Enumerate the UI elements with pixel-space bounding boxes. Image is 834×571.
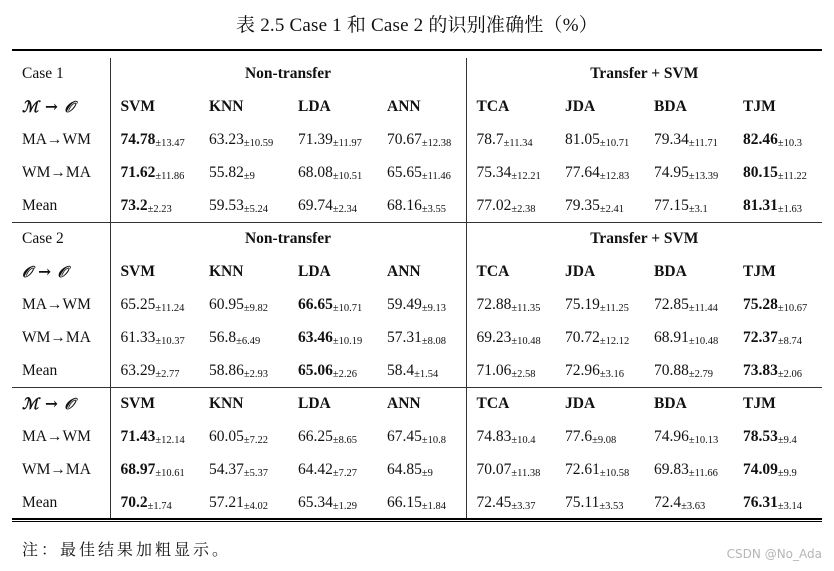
method-header: TJM — [743, 98, 776, 116]
cell-std: ±7.22 — [243, 435, 269, 447]
cell-value: 70.07 — [476, 460, 512, 478]
table-cell — [466, 289, 555, 322]
cell-std: ±9.4 — [777, 435, 797, 447]
method-header: KNN — [199, 387, 288, 420]
table-cell — [288, 189, 377, 222]
cell-value: 68.16 — [387, 196, 422, 214]
method-header: JDA — [565, 98, 596, 116]
cell-std: ±10.13 — [688, 435, 719, 447]
table-cell — [466, 486, 555, 519]
table-cell — [644, 124, 733, 157]
cell-value: 69.83 — [654, 460, 689, 478]
table-cell — [733, 454, 822, 487]
cell-value: 64.42 — [298, 460, 333, 478]
bottom-rule — [12, 518, 822, 520]
cell-std: ±3.14 — [777, 500, 803, 512]
table-cell — [377, 486, 466, 519]
cell-value: 61.33 — [120, 328, 156, 346]
table-row — [12, 189, 822, 222]
cell-std: ±5.24 — [243, 203, 269, 215]
table-cell — [733, 156, 822, 189]
table-cell — [733, 421, 822, 454]
table-cell — [288, 486, 377, 519]
cell-value: 65.06 — [298, 361, 333, 379]
table-cell — [733, 289, 822, 322]
cell-value: 55.82 — [209, 163, 244, 181]
bottom-rule-secondary — [12, 521, 822, 522]
table-cell — [377, 156, 466, 189]
table-cell — [199, 421, 288, 454]
cell-std: ±1.84 — [421, 500, 447, 512]
table-cell — [555, 454, 644, 487]
table-cell — [466, 421, 555, 454]
cell-value: 80.15 — [743, 163, 778, 181]
method-header: TJM — [733, 387, 822, 420]
table-cell — [733, 124, 822, 157]
cell-value: 72.61 — [565, 460, 600, 478]
table-cell — [110, 189, 199, 222]
cell-value: 76.31 — [743, 493, 778, 511]
cell-value: 78.53 — [743, 428, 778, 446]
cell-value: 65.65 — [387, 163, 422, 181]
cell-std: ±12.21 — [511, 170, 541, 182]
cell-value: 57.31 — [387, 328, 422, 346]
method-header: SVM — [120, 98, 155, 116]
row-label: MA→WM — [12, 421, 110, 454]
table-cell — [199, 486, 288, 519]
method-header: ANN — [377, 256, 466, 289]
cell-value: 65.34 — [298, 493, 333, 511]
table-cell — [110, 486, 199, 519]
cell-std: ±10.8 — [421, 435, 447, 447]
case-label: Case 1 — [12, 58, 110, 91]
cell-std: ±11.38 — [511, 467, 541, 479]
cell-value: 66.25 — [298, 428, 333, 446]
cell-value: 74.83 — [476, 428, 512, 446]
table-cell — [199, 124, 288, 157]
cell-value: 59.49 — [387, 295, 422, 313]
cell-std: ±11.44 — [688, 302, 718, 314]
cell-value: 75.34 — [476, 163, 512, 181]
cell-std: ±10.48 — [688, 335, 719, 347]
table-cell — [377, 354, 466, 387]
cell-std: ±9 — [421, 467, 433, 479]
cell-value: 75.28 — [743, 295, 778, 313]
cell-std: ±9 — [243, 170, 255, 182]
table-cell — [466, 189, 555, 222]
cell-value: 71.62 — [120, 163, 156, 181]
cell-value: 68.08 — [298, 163, 333, 181]
table-cell — [466, 354, 555, 387]
row-label: WM→MA — [12, 454, 110, 487]
method-header: ANN — [377, 387, 466, 420]
cell-std: ±13.47 — [155, 137, 185, 149]
method-header: SVM — [110, 387, 199, 420]
cell-std: ±2.26 — [332, 368, 358, 380]
case-label: Case 2 — [12, 222, 110, 255]
row-label: Mean — [12, 354, 110, 387]
table-cell — [288, 421, 377, 454]
table-row — [12, 124, 822, 157]
group-header-transfer-svm: Transfer + SVM — [466, 222, 822, 255]
table-cell — [466, 454, 555, 487]
table-cell — [199, 289, 288, 322]
cell-value: 72.45 — [476, 493, 512, 511]
cell-std: ±3.37 — [511, 500, 536, 512]
cell-value: 75.11 — [565, 493, 600, 511]
table-row — [12, 486, 822, 519]
table-cell — [466, 124, 555, 157]
table-cell — [199, 156, 288, 189]
cell-std: ±11.97 — [332, 137, 362, 149]
cell-std: ±10.19 — [332, 335, 363, 347]
table-cell — [288, 454, 377, 487]
cell-value: 74.78 — [120, 130, 156, 148]
case-header-row — [12, 58, 822, 91]
cell-value: 54.37 — [209, 460, 244, 478]
cell-value: 78.7 — [476, 130, 504, 148]
cell-std: ±2.93 — [243, 368, 269, 380]
table-cell — [199, 354, 288, 387]
cell-value: 77.6 — [565, 428, 593, 446]
cell-std: ±2.06 — [777, 368, 803, 380]
method-header: TCA — [476, 98, 510, 116]
cell-std: ±2.41 — [599, 203, 625, 215]
method-header-row — [12, 256, 822, 289]
table-cell — [644, 421, 733, 454]
table-cell — [377, 124, 466, 157]
table-cell — [199, 189, 288, 222]
table-row — [12, 454, 822, 487]
table-note: 注：最佳结果加粗显示。 — [22, 540, 232, 559]
cell-std: ±10.51 — [332, 170, 363, 182]
cell-value: 70.67 — [387, 130, 422, 148]
cell-value: 79.35 — [565, 196, 600, 214]
cell-std: ±10.3 — [777, 137, 803, 149]
method-header: TJM — [743, 263, 776, 281]
cell-value: 77.15 — [654, 196, 689, 214]
method-header: BDA — [654, 263, 687, 281]
cell-std: ±8.08 — [421, 335, 447, 347]
table-cell — [110, 156, 199, 189]
watermark: CSDN @No_Ada — [726, 547, 822, 561]
method-header: TCA — [476, 263, 510, 281]
cell-std: ±2.58 — [511, 368, 536, 380]
cell-std: ±8.65 — [332, 435, 358, 447]
table-cell — [733, 189, 822, 222]
cell-value: 74.95 — [654, 163, 689, 181]
cell-value: 66.65 — [298, 295, 333, 313]
table-cell — [110, 124, 199, 157]
table-cell — [555, 486, 644, 519]
row-label: Mean — [12, 486, 110, 519]
row-label: Mean — [12, 189, 110, 222]
table-row — [12, 321, 822, 354]
row-label: MA→WM — [12, 289, 110, 322]
table-cell — [288, 124, 377, 157]
top-rule — [12, 49, 822, 51]
accuracy-table — [12, 58, 822, 519]
table-cell — [110, 354, 199, 387]
cell-std: ±2.38 — [511, 203, 536, 215]
method-header: KNN — [209, 98, 244, 116]
cell-std: ±2.23 — [147, 203, 172, 215]
table-cell — [555, 289, 644, 322]
cell-std: ±10.58 — [599, 467, 630, 479]
cell-std: ±3.16 — [599, 368, 625, 380]
cell-value: 60.05 — [209, 428, 244, 446]
table-cell — [110, 321, 199, 354]
method-header: ANN — [377, 91, 466, 124]
cell-std: ±3.55 — [421, 203, 447, 215]
cell-std: ±10.71 — [599, 137, 630, 149]
cell-std: ±9.82 — [243, 302, 269, 314]
method-header: KNN — [209, 263, 244, 281]
cell-std: ±12.14 — [155, 435, 185, 447]
cell-value: 59.53 — [209, 196, 244, 214]
table-cell — [644, 189, 733, 222]
table-caption: 表 2.5 Case 1 和 Case 2 的识别准确性（%） — [236, 15, 598, 36]
cell-std: ±5.37 — [243, 467, 269, 479]
table-cell — [199, 454, 288, 487]
cell-std: ±1.63 — [777, 203, 803, 215]
cell-value: 63.29 — [120, 361, 156, 379]
table-cell — [288, 354, 377, 387]
cell-value: 63.46 — [298, 328, 333, 346]
cell-std: ±1.74 — [147, 500, 172, 512]
cell-value: 56.8 — [209, 328, 237, 346]
cell-std: ±9.13 — [421, 302, 447, 314]
table-cell — [555, 321, 644, 354]
table-cell — [555, 189, 644, 222]
cell-value: 70.72 — [565, 328, 600, 346]
cell-value: 75.19 — [565, 295, 600, 313]
cell-value: 57.21 — [209, 493, 244, 511]
cell-value: 77.02 — [476, 196, 512, 214]
table-cell — [288, 321, 377, 354]
cell-value: 72.85 — [654, 295, 689, 313]
table-cell — [199, 321, 288, 354]
table-row — [12, 156, 822, 189]
cell-std: ±10.59 — [243, 137, 274, 149]
table-cell — [644, 486, 733, 519]
cell-value: 79.34 — [654, 130, 689, 148]
cell-std: ±13.39 — [688, 170, 719, 182]
cell-value: 63.23 — [209, 130, 244, 148]
cell-value: 58.4 — [387, 361, 415, 379]
cell-value: 71.43 — [120, 428, 156, 446]
group-header-transfer-svm: Transfer + SVM — [590, 65, 699, 83]
cell-std: ±10.48 — [511, 335, 541, 347]
cell-std: ±10.4 — [511, 435, 536, 447]
domain-symbol: ℳ → 𝒪 — [12, 91, 110, 124]
cell-std: ±11.25 — [599, 302, 629, 314]
cell-std: ±2.79 — [688, 368, 714, 380]
table-cell — [644, 289, 733, 322]
table-row — [12, 289, 822, 322]
cell-std: ±3.63 — [681, 500, 706, 512]
cell-std: ±10.67 — [777, 302, 808, 314]
cell-value: 81.05 — [565, 130, 600, 148]
cell-value: 71.06 — [476, 361, 512, 379]
cell-std: ±11.86 — [155, 170, 185, 182]
method-header: LDA — [298, 263, 331, 281]
cell-std: ±3.53 — [599, 500, 624, 512]
cell-value: 66.15 — [387, 493, 422, 511]
cell-value: 77.64 — [565, 163, 600, 181]
table-cell — [110, 289, 199, 322]
cell-std: ±1.29 — [332, 500, 358, 512]
method-header: BDA — [654, 98, 687, 116]
table-cell — [555, 124, 644, 157]
group-header-non-transfer: Non-transfer — [110, 58, 466, 91]
cell-value: 81.31 — [743, 196, 778, 214]
cell-value: 65.25 — [120, 295, 156, 313]
cell-std: ±1.54 — [414, 368, 439, 380]
table-cell — [466, 321, 555, 354]
cell-std: ±2.34 — [332, 203, 358, 215]
row-label: MA→WM — [12, 124, 110, 157]
table-cell — [644, 454, 733, 487]
cell-value: 74.96 — [654, 428, 689, 446]
cell-std: ±11.71 — [688, 137, 718, 149]
group-header-non-transfer: Non-transfer — [110, 222, 466, 255]
table-cell — [377, 289, 466, 322]
domain-symbol: 𝒪 → 𝒪 — [12, 256, 110, 289]
table-cell — [555, 156, 644, 189]
cell-value: 64.85 — [387, 460, 422, 478]
cell-std: ±10.71 — [332, 302, 363, 314]
table-cell — [733, 321, 822, 354]
cell-std: ±9.9 — [777, 467, 797, 479]
table-cell — [555, 421, 644, 454]
cell-value: 60.95 — [209, 295, 244, 313]
method-header: LDA — [298, 98, 331, 116]
cell-std: ±11.46 — [421, 170, 451, 182]
table-cell — [733, 486, 822, 519]
table-cell — [644, 156, 733, 189]
cell-std: ±12.12 — [599, 335, 630, 347]
table-row — [12, 421, 822, 454]
cell-value: 68.97 — [120, 460, 156, 478]
table-cell — [377, 454, 466, 487]
table-row — [12, 354, 822, 387]
method-header: SVM — [120, 263, 155, 281]
cell-value: 70.2 — [120, 493, 148, 511]
method-header: JDA — [555, 387, 644, 420]
cell-std: ±7.27 — [332, 467, 358, 479]
cell-std: ±10.37 — [155, 335, 185, 347]
table-cell — [110, 454, 199, 487]
table-cell — [110, 421, 199, 454]
cell-std: ±9.08 — [592, 435, 617, 447]
table-cell — [377, 321, 466, 354]
domain-symbol: ℳ → 𝒪 — [12, 387, 110, 420]
row-label: WM→MA — [12, 156, 110, 189]
cell-value: 67.45 — [387, 428, 422, 446]
cell-value: 70.88 — [654, 361, 689, 379]
cell-std: ±11.22 — [777, 170, 807, 182]
table-cell — [644, 321, 733, 354]
cell-value: 72.37 — [743, 328, 778, 346]
cell-std: ±11.35 — [511, 302, 541, 314]
table-cell — [555, 354, 644, 387]
cell-value: 71.39 — [298, 130, 333, 148]
method-header-row — [12, 91, 822, 124]
cell-std: ±11.24 — [155, 302, 185, 314]
method-header: JDA — [565, 263, 596, 281]
cell-value: 72.4 — [654, 493, 682, 511]
cell-value: 69.74 — [298, 196, 333, 214]
method-header: LDA — [288, 387, 377, 420]
cell-value: 69.23 — [476, 328, 512, 346]
table-cell — [644, 354, 733, 387]
cell-std: ±4.02 — [243, 500, 269, 512]
cell-value: 72.88 — [476, 295, 512, 313]
cell-value: 73.83 — [743, 361, 778, 379]
cell-std: ±11.66 — [688, 467, 718, 479]
cell-std: ±6.49 — [236, 335, 261, 347]
table-cell — [288, 289, 377, 322]
cell-std: ±2.77 — [155, 368, 180, 380]
cell-value: 74.09 — [743, 460, 778, 478]
cell-std: ±12.83 — [599, 170, 630, 182]
cell-value: 73.2 — [120, 196, 148, 214]
cell-std: ±3.1 — [688, 203, 708, 215]
cell-value: 82.46 — [743, 130, 778, 148]
cell-std: ±11.34 — [503, 137, 533, 149]
table-cell — [733, 354, 822, 387]
cell-std: ±12.38 — [421, 137, 452, 149]
table-cell — [288, 156, 377, 189]
row-label: WM→MA — [12, 321, 110, 354]
cell-value: 72.96 — [565, 361, 600, 379]
cell-value: 68.91 — [654, 328, 689, 346]
table-cell — [377, 189, 466, 222]
cell-std: ±8.74 — [777, 335, 803, 347]
case-header-row — [12, 222, 822, 255]
cell-std: ±10.61 — [155, 467, 185, 479]
method-header: TCA — [466, 387, 555, 420]
cell-value: 58.86 — [209, 361, 244, 379]
table-cell — [377, 421, 466, 454]
table-cell — [466, 156, 555, 189]
method-header-row — [12, 387, 822, 420]
method-header: BDA — [644, 387, 733, 420]
